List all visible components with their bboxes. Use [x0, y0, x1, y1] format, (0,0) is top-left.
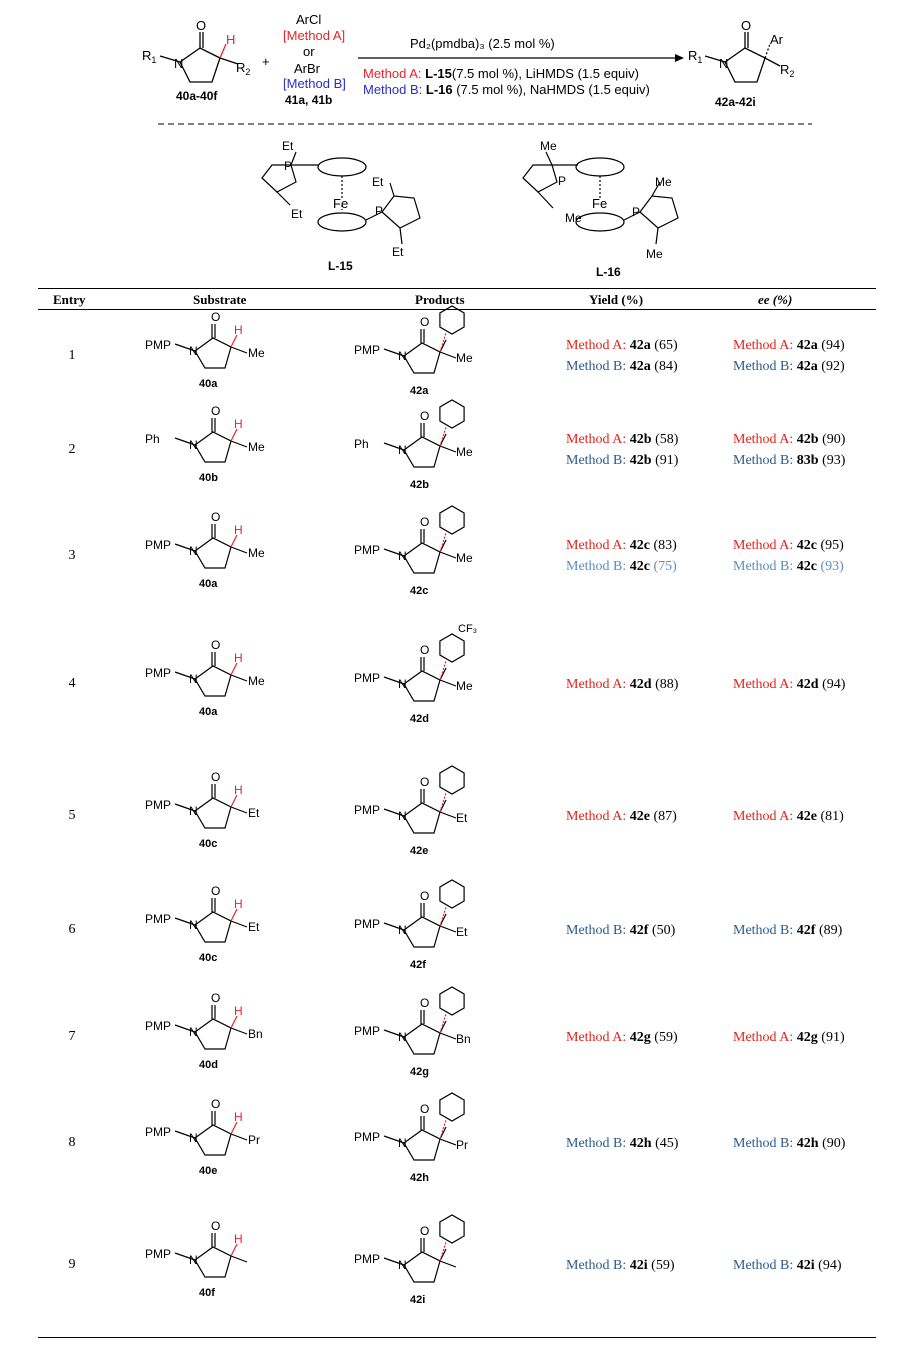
product-n: N [398, 443, 407, 457]
lactam-structure [384, 1238, 456, 1282]
aryl-ring [440, 400, 464, 428]
ee-cell [733, 806, 844, 827]
product-label: 42i [410, 1294, 426, 1306]
arbr: ArBr [294, 61, 320, 76]
ee-cell [733, 335, 845, 377]
product-n-group: PMP [354, 343, 381, 357]
product-r1: $R_1$ [688, 48, 703, 65]
entry-number: 8 [68, 1135, 76, 1150]
product-r2: $R_2$ [780, 62, 795, 79]
method-result-line: Method B: 42a (92) [733, 359, 845, 374]
substrate-group: Me [248, 440, 265, 454]
yield-cell [566, 1133, 678, 1154]
product-group: Me [456, 445, 473, 459]
substrate-n: N [189, 672, 198, 686]
method-result-line: Method B: 42i (94) [733, 1257, 842, 1273]
substrate-n: N [189, 438, 198, 452]
substrate-n: N [189, 344, 198, 358]
method-result-line: Method B: 42c (93) [733, 559, 844, 574]
substrate-n-group: PMP [145, 1247, 172, 1261]
yield-cell [566, 535, 677, 577]
method-result-line: Method A: 42d (88) [566, 676, 679, 692]
aryl-ring [440, 987, 464, 1015]
product-o: O [420, 643, 430, 657]
substrate-group: Pr [248, 1133, 260, 1147]
l15-p1: P [284, 159, 293, 173]
l15-et3: Et [372, 175, 384, 189]
method-b-tag: [Method B] [283, 76, 346, 91]
method-result-line: Method B: 42f (50) [566, 922, 676, 938]
method-result-line: Method A: 42g (59) [566, 1029, 678, 1045]
header-ee: ee (%) [758, 292, 793, 307]
product-o: O [741, 18, 752, 33]
method-result-line: Method B: 42i (59) [566, 1257, 675, 1273]
product-label: 42a [410, 385, 429, 397]
aryl-ring [440, 880, 464, 908]
aryl-label: 41a, 41b [285, 93, 333, 107]
product-label: 42e [410, 845, 429, 857]
method-result-line: Method B: 42h (90) [733, 1135, 846, 1151]
substrate-n-group: PMP [145, 338, 172, 352]
product-n: N [398, 549, 407, 563]
substrate-label: 40f [199, 1287, 215, 1299]
lactam-structure [384, 789, 456, 833]
substrate-group: Me [248, 546, 265, 560]
product-o: O [420, 996, 430, 1010]
method-result-line: Method A: 42e (81) [733, 808, 844, 824]
substrate-structure [125, 761, 285, 871]
product-label: 42a-42i [715, 95, 756, 109]
method-result-line: Method B: 42c (75) [566, 559, 677, 574]
substrate-o: O [211, 770, 221, 784]
l15-et4: Et [392, 245, 404, 259]
method-result-line: Method B: 83b (93) [733, 453, 846, 468]
product-structure [340, 388, 510, 508]
product-n-group: PMP [354, 803, 381, 817]
method-result-line: Method B: 42b (91) [566, 453, 679, 468]
product-label: 42d [410, 713, 429, 725]
ee-cell [733, 429, 845, 471]
entry-number: 3 [68, 548, 76, 563]
ee-cell [733, 1255, 842, 1276]
yield-cell [566, 1027, 678, 1048]
reactant-label: 40a-40f [176, 89, 218, 103]
product-o: O [420, 315, 430, 329]
plus-sign: + [262, 54, 270, 69]
l15-label: L-15 [328, 259, 353, 273]
header-entry: Entry [53, 292, 86, 307]
method-result-line: Method B: 42h (45) [566, 1135, 679, 1151]
product-label: 42h [410, 1172, 429, 1184]
product-structure [340, 1203, 510, 1323]
substrate-h: H [234, 1004, 243, 1018]
table-top-rule [38, 288, 876, 289]
substrate-structure [125, 395, 285, 505]
product-lactam [705, 32, 780, 82]
condition-b: Method B: L-16 (7.5 mol %), NaHMDS (1.5 equiv) [363, 82, 650, 97]
yield-cell [566, 674, 678, 695]
product-structure [340, 754, 510, 874]
product-n: N [398, 923, 407, 937]
product-o: O [420, 515, 430, 529]
substrate-label: 40e [199, 1165, 218, 1177]
substrate-structure [125, 1210, 285, 1320]
method-result-line: Method A: 42a (94) [733, 338, 845, 353]
method-result-line: Method A: 42g (91) [733, 1029, 845, 1045]
lactam-structure [384, 1010, 456, 1054]
substrate-n-group: PMP [145, 538, 172, 552]
header-products: Products [415, 292, 465, 307]
product-structure [340, 494, 510, 614]
l16-p1: P [558, 174, 567, 188]
product-ar: Ar [770, 32, 783, 47]
product-cf3: CF₃ [458, 623, 478, 635]
product-n-group: PMP [354, 1024, 381, 1038]
product-n: N [398, 1258, 407, 1272]
substrate-n-group: Ph [145, 432, 160, 446]
substrate-group: Bn [248, 1027, 263, 1041]
substrate-n-group: PMP [145, 666, 172, 680]
substrate-label: 40c [199, 838, 218, 850]
yield-cell [566, 806, 677, 827]
l15-fe: Fe [333, 196, 349, 211]
header-yield: Yield (%) [589, 292, 644, 307]
l16-me1: Me [540, 139, 557, 153]
substrate-n: N [189, 1253, 198, 1267]
ee-cell [733, 1133, 845, 1154]
product-group: Me [456, 551, 473, 565]
substrate-n: N [189, 918, 198, 932]
substrate-h: H [234, 651, 243, 665]
table-bottom-rule [38, 1337, 876, 1338]
catalyst-line: Pd₂(pmdba)₃ (2.5 mol %) [410, 36, 555, 51]
lactam-structure [384, 1116, 456, 1160]
product-o: O [420, 409, 430, 423]
product-o: O [420, 1224, 430, 1238]
product-structure [340, 975, 510, 1095]
l16-label: L-16 [596, 265, 621, 279]
l15-et2: Et [291, 207, 303, 221]
ee-cell [733, 920, 842, 941]
entry-number: 5 [68, 808, 76, 823]
substrate-group: Me [248, 346, 265, 360]
substrate-structure [125, 629, 285, 739]
arrow-head [675, 54, 684, 62]
reactant-o: O [196, 18, 207, 33]
product-label: 42b [410, 479, 429, 491]
substrate-o: O [211, 884, 221, 898]
substrate-o: O [211, 510, 221, 524]
l16-fe: Fe [592, 196, 608, 211]
yield-cell [566, 920, 675, 941]
substrate-label: 40a [199, 706, 218, 718]
product-group: Bn [456, 1032, 471, 1046]
l15-et1: Et [282, 139, 294, 153]
method-result-line: Method A: 42b (58) [566, 432, 679, 447]
ee-cell [733, 535, 844, 577]
substrate-h: H [234, 523, 243, 537]
product-label: 42f [410, 959, 426, 971]
product-n: N [398, 349, 407, 363]
lactam-structure [384, 529, 456, 573]
substrate-structure [125, 1088, 285, 1198]
yield-cell [566, 1255, 675, 1276]
substrate-n: N [189, 544, 198, 558]
l15-p2: P [375, 204, 384, 218]
method-result-line: Method A: 42d (94) [733, 676, 846, 692]
product-n: N [398, 677, 407, 691]
l16-me3: Me [655, 175, 672, 189]
substrate-h: H [234, 897, 243, 911]
reaction-scheme [0, 0, 901, 290]
substrate-h: H [234, 323, 243, 337]
product-structure [340, 622, 510, 742]
l16-me4: Me [646, 247, 663, 261]
substrate-h: H [234, 783, 243, 797]
substrate-n-group: PMP [145, 1125, 172, 1139]
product-n-group: PMP [354, 543, 381, 557]
method-result-line: Method B: 42f (89) [733, 922, 843, 938]
lactam-structure [384, 657, 456, 701]
l16-me2: Me [565, 211, 582, 225]
product-n-group: Ph [354, 437, 369, 451]
condition-a: Method A: L-15(7.5 mol %), LiHMDS (1.5 equiv) [363, 66, 640, 81]
aryl-ring [440, 766, 464, 794]
aryl-ring [440, 634, 464, 662]
product-n-group: PMP [354, 1252, 381, 1266]
aryl-ring [440, 1215, 464, 1243]
substrate-o: O [211, 1219, 221, 1233]
product-n: N [398, 1030, 407, 1044]
aryl-ring [440, 506, 464, 534]
product-n: N [719, 56, 729, 71]
lactam-structure [384, 329, 456, 373]
substrate-o: O [211, 310, 221, 324]
product-structure [340, 1081, 510, 1201]
substrate-n-group: PMP [145, 798, 172, 812]
method-result-line: Method A: 42c (95) [733, 538, 844, 553]
entry-number: 1 [68, 348, 76, 363]
method-result-line: Method A: 42e (87) [566, 808, 677, 824]
aryl-ring [440, 1093, 464, 1121]
product-group: Et [456, 811, 468, 825]
product-n-group: PMP [354, 1130, 381, 1144]
method-a-tag: [Method A] [283, 28, 346, 43]
substrate-structure [125, 875, 285, 985]
arcl: ArCl [296, 12, 322, 27]
product-label: 42c [410, 585, 429, 597]
lactam-structure [384, 903, 456, 947]
ee-cell [733, 674, 845, 695]
substrate-structure [125, 982, 285, 1092]
substrate-structure [125, 501, 285, 611]
product-o: O [420, 889, 430, 903]
product-o: O [420, 775, 430, 789]
substrate-label: 40a [199, 378, 218, 390]
substrate-label: 40a [199, 578, 218, 590]
substrate-n: N [189, 1131, 198, 1145]
substrate-label: 40d [199, 1059, 218, 1071]
substrate-o: O [211, 638, 221, 652]
substrate-n-group: PMP [145, 912, 172, 926]
substrate-group: Me [248, 674, 265, 688]
substrate-o: O [211, 1097, 221, 1111]
reactant-n: N [174, 56, 184, 71]
entry-number: 2 [68, 442, 76, 457]
reactant-r2: $R_2$ [236, 60, 251, 77]
product-n: N [398, 1136, 407, 1150]
product-label: 42g [410, 1066, 429, 1078]
product-group: Me [456, 679, 473, 693]
l16-p2: P [632, 205, 641, 219]
substrate-n: N [189, 804, 198, 818]
yield-cell [566, 335, 678, 377]
substrate-n: N [189, 1025, 198, 1039]
aryl-ring [440, 306, 464, 334]
reactant-h: H [226, 32, 236, 47]
product-n-group: PMP [354, 917, 381, 931]
ee-cell [733, 1027, 845, 1048]
header-substrate: Substrate [193, 292, 247, 307]
substrate-n-group: PMP [145, 1019, 172, 1033]
substrate-h: H [234, 417, 243, 431]
substrate-group: Et [248, 806, 260, 820]
method-result-line: Method B: 42a (84) [566, 359, 678, 374]
entry-number: 9 [68, 1257, 76, 1272]
method-result-line: Method A: 42a (65) [566, 338, 678, 353]
substrate-h: H [234, 1110, 243, 1124]
substrate-group: Et [248, 920, 260, 934]
product-group: Et [456, 925, 468, 939]
substrate-label: 40b [199, 472, 218, 484]
reactant-r1: $R_1$ [142, 48, 157, 65]
entry-number: 4 [68, 676, 76, 691]
substrate-o: O [211, 991, 221, 1005]
entry-number: 6 [68, 922, 76, 937]
yield-cell [566, 429, 678, 471]
or-text: or [303, 44, 315, 59]
substrate-label: 40c [199, 952, 218, 964]
method-result-line: Method A: 42b (90) [733, 432, 846, 447]
entry-number: 7 [68, 1029, 76, 1044]
product-n-group: PMP [354, 671, 381, 685]
product-group: Pr [456, 1138, 468, 1152]
substrate-o: O [211, 404, 221, 418]
product-structure [340, 868, 510, 988]
lactam-structure [384, 423, 456, 467]
method-result-line: Method A: 42c (83) [566, 538, 677, 553]
product-o: O [420, 1102, 430, 1116]
product-n: N [398, 809, 407, 823]
product-group: Me [456, 351, 473, 365]
substrate-h: H [234, 1232, 243, 1246]
